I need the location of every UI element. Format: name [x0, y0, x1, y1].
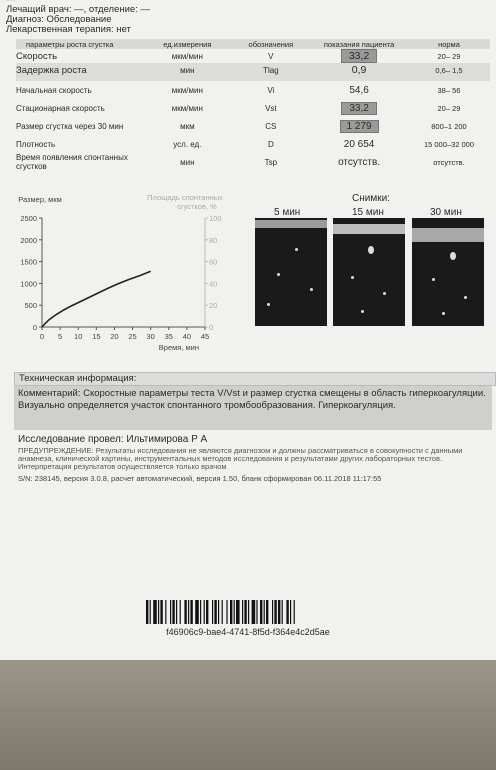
parameter-name-text: Время появления спонтанных сгустков — [16, 153, 128, 171]
table-row — [16, 49, 490, 63]
y-tick-label: 500 — [24, 301, 37, 311]
barcode-bar — [170, 600, 171, 624]
norm-cell-text: отсутств. — [433, 157, 465, 167]
unit-cell-text: мкм/мин — [171, 51, 203, 61]
snapshot-image-5 — [255, 218, 327, 326]
table-row — [16, 63, 490, 77]
parameter-name — [16, 63, 143, 77]
patient-value — [310, 117, 408, 135]
x-tick-label: 45 — [200, 332, 210, 341]
patient-value-text: отсутств. — [338, 156, 381, 168]
symbol-cell — [232, 135, 311, 153]
barcode-bar — [256, 600, 257, 624]
snapshots-title: Снимки: — [352, 193, 390, 204]
barcode-bar — [226, 600, 227, 624]
symbol-cell — [232, 63, 311, 77]
unit-cell-text: усл. ед. — [173, 139, 202, 149]
x-tick-label: 5 — [58, 332, 63, 341]
barcode-bar — [188, 600, 189, 624]
barcode-bar — [150, 600, 151, 624]
parameter-name — [16, 153, 143, 171]
patient-value — [310, 153, 408, 171]
barcode-bar — [282, 600, 283, 624]
norm-cell — [408, 63, 490, 77]
norm-cell-text: 800–1 200 — [431, 121, 467, 131]
symbol-cell-text: Vi — [267, 85, 275, 95]
table-row — [16, 117, 490, 135]
parameter-name — [16, 81, 143, 99]
col-header-unit: ед.измерения — [143, 39, 231, 49]
norm-cell-text: 38– 56 — [437, 85, 461, 95]
snapshot-image-15 — [333, 218, 405, 326]
y2-axis-label-2: сгустков, % — [177, 202, 217, 211]
norm-cell — [408, 81, 490, 99]
barcode-bar — [158, 600, 159, 624]
y2-tick-label: 20 — [209, 301, 218, 311]
barcode-bar — [176, 600, 177, 624]
clot-size-line — [42, 271, 151, 327]
col-header-symbol: обозначения — [232, 39, 311, 49]
symbol-cell-text: V — [268, 51, 274, 61]
barcode-bar — [248, 600, 249, 624]
attending-doctor: Лечащий врач: —, отделение: — — [6, 4, 150, 15]
patient-value-text: 1 279 — [340, 120, 379, 133]
x-tick-label: 40 — [182, 332, 192, 341]
symbol-cell-text: Tlag — [263, 65, 279, 75]
performed-by: Исследование провел: Ильтимирова Р А — [18, 434, 208, 445]
barcode-bar — [244, 600, 246, 624]
norm-cell-text: 20– 29 — [437, 51, 461, 61]
patient-value-text: 54,6 — [349, 84, 369, 96]
table-row — [16, 81, 490, 99]
technical-info-title: Техническая информация: — [14, 372, 496, 386]
barcode-bar — [266, 600, 268, 624]
warning-text: ПРЕДУПРЕЖДЕНИЕ: Результаты исследования не являются диагнозом и должны рассматриваться в совокупности с данными анамнеза, клинической картины, инструментальных методов исследования и результатами других лабораторных тестов. Интерпретация результатов осуществляется только врачом — [18, 446, 463, 471]
x-tick-label: 30 — [146, 332, 155, 341]
desk-background — [0, 660, 496, 770]
y2-tick-label: 60 — [209, 257, 218, 267]
y-axis-label: Размер, мкм — [18, 195, 62, 204]
patient-value — [310, 99, 408, 117]
norm-cell — [408, 117, 490, 135]
unit-cell-text: мин — [180, 157, 195, 167]
unit-cell-text: мкм — [180, 121, 195, 131]
parameter-name — [16, 49, 143, 63]
barcode-bar — [200, 600, 201, 624]
unit-cell-text: мкм/мин — [171, 103, 203, 113]
parameter-name-text: Плотность — [16, 139, 56, 149]
barcode-bar — [153, 600, 157, 624]
barcode-bar — [272, 600, 273, 624]
table-row — [16, 99, 490, 117]
comment-box — [14, 386, 492, 430]
parameter-name — [16, 117, 143, 135]
patient-value — [310, 81, 408, 99]
barcode-bar — [212, 600, 213, 624]
norm-cell — [408, 135, 490, 153]
snapshot-label-15: 15 мин — [352, 207, 384, 218]
barcode-bar — [165, 600, 166, 624]
y-tick-label: 2000 — [20, 235, 37, 245]
parameter-name-text: Стационарная скорость — [16, 103, 105, 113]
col-header-value: показания пациента — [310, 39, 408, 49]
clot-growth-chart — [0, 190, 250, 360]
barcode-bar — [230, 600, 232, 624]
parameter-name — [16, 99, 143, 117]
barcode-bar — [184, 600, 186, 624]
unit-cell-text: мкм/мин — [171, 85, 203, 95]
barcode-bar — [236, 600, 240, 624]
parameter-name-text: Задержка роста — [16, 64, 87, 76]
x-tick-label: 20 — [110, 332, 119, 341]
symbol-cell — [232, 49, 311, 63]
snapshot-label-30: 30 мин — [430, 207, 462, 218]
barcode-bar — [195, 600, 199, 624]
serial-info: S/N: 238145, версия 3.0.8, расчет автоматический, версия 1.50, бланк сформирован 06.11.2018 11:17:55 — [18, 474, 382, 483]
symbol-cell — [232, 117, 311, 135]
norm-cell-text: 15 000–32 000 — [423, 139, 475, 149]
x-tick-label: 35 — [164, 332, 173, 341]
barcode-bar — [234, 600, 235, 624]
y2-axis-label-1: Площадь спонтанных — [147, 193, 223, 202]
comment-text: Комментарий: Скоростные параметры теста V/Vst и размер сгустка смещены в область гиперкоагуляции. Визуально определяется участок спонтанного тромбообразования. Гиперкоагуляция. — [18, 388, 486, 411]
unit-cell — [143, 81, 231, 99]
diagnosis: Диагноз: Обследование — [6, 14, 112, 25]
patient-value-text: 0,9 — [351, 64, 367, 76]
norm-cell-text: 20– 29 — [437, 103, 461, 113]
parameter-name-text: Размер сгустка через 30 мин — [16, 121, 124, 131]
barcode-bar — [242, 600, 243, 624]
clot-growth-table — [16, 39, 490, 171]
unit-cell — [143, 135, 231, 153]
barcode-bar — [204, 600, 205, 624]
unit-cell — [143, 49, 231, 63]
patient-value-text: 33,2 — [341, 102, 377, 115]
symbol-cell — [232, 99, 311, 117]
x-tick-label: 0 — [39, 332, 45, 341]
y-tick-label: 0 — [32, 323, 37, 332]
unit-cell — [143, 63, 231, 77]
patient-value — [310, 135, 408, 153]
unit-cell — [143, 153, 231, 171]
barcode-bar — [172, 600, 174, 624]
barcode-bar — [290, 600, 291, 624]
parameter-name — [16, 135, 143, 153]
y2-tick-label: 40 — [209, 279, 218, 289]
patient-value — [310, 49, 408, 63]
norm-cell — [408, 153, 490, 171]
barcode-bar — [160, 600, 162, 624]
table-row — [16, 153, 490, 171]
y2-tick-label: 80 — [209, 235, 218, 245]
col-header-parameter: параметры роста сгустка — [16, 39, 143, 49]
symbol-cell — [232, 153, 311, 171]
snapshot-label-5: 5 мин — [274, 207, 301, 218]
barcode-bar — [278, 600, 280, 624]
norm-cell — [408, 99, 490, 117]
drug-therapy: Лекарственная терапия: нет — [6, 24, 131, 35]
barcode-bar — [214, 600, 216, 624]
barcode-bar — [294, 600, 295, 624]
unit-cell — [143, 117, 231, 135]
unit-cell-text: мин — [180, 65, 195, 75]
table-header-row — [16, 39, 490, 49]
barcode-bar — [274, 600, 276, 624]
x-axis-label: Время, мин — [158, 343, 199, 352]
barcode-bar — [264, 600, 265, 624]
symbol-cell — [232, 81, 311, 99]
barcode-bar — [190, 600, 192, 624]
x-tick-label: 15 — [92, 332, 101, 341]
barcode-bar — [222, 600, 223, 624]
barcode-bar — [218, 600, 219, 624]
barcode-bar — [146, 600, 148, 624]
y-tick-label: 1000 — [20, 279, 37, 289]
unit-cell — [143, 99, 231, 117]
barcode-bar — [286, 600, 288, 624]
norm-cell-text: 0,6– 1,5 — [435, 65, 463, 75]
table-row — [16, 135, 490, 153]
symbol-cell-text: Tsp — [264, 157, 278, 167]
patient-value — [310, 63, 408, 77]
patient-value-text: 20 654 — [343, 138, 375, 150]
symbol-cell-text: CS — [265, 121, 277, 131]
parameter-name-text: Скорость — [16, 50, 58, 62]
barcode-bar — [180, 600, 181, 624]
y-tick-label: 2500 — [20, 214, 37, 223]
x-tick-label: 25 — [128, 332, 137, 341]
barcode-bar — [260, 600, 262, 624]
snapshot-image-30 — [412, 218, 484, 326]
col-header-norm: норма — [408, 39, 490, 49]
barcode-bar — [252, 600, 256, 624]
barcode-image — [146, 600, 350, 624]
symbol-cell-text: Vst — [265, 103, 277, 113]
y-tick-label: 1500 — [20, 257, 37, 267]
patient-value-text: 33,2 — [341, 49, 377, 63]
symbol-cell-text: D — [267, 139, 274, 149]
barcode-bar — [206, 600, 208, 624]
parameter-name-text: Начальная скорость — [16, 85, 92, 95]
y2-tick-label: 100 — [209, 214, 222, 223]
x-tick-label: 10 — [74, 332, 83, 341]
y2-tick-label: 0 — [209, 323, 214, 332]
norm-cell — [408, 49, 490, 63]
barcode-id: f46906c9-bae4-4741-8f5d-f364e4c2d5ae — [166, 627, 330, 637]
